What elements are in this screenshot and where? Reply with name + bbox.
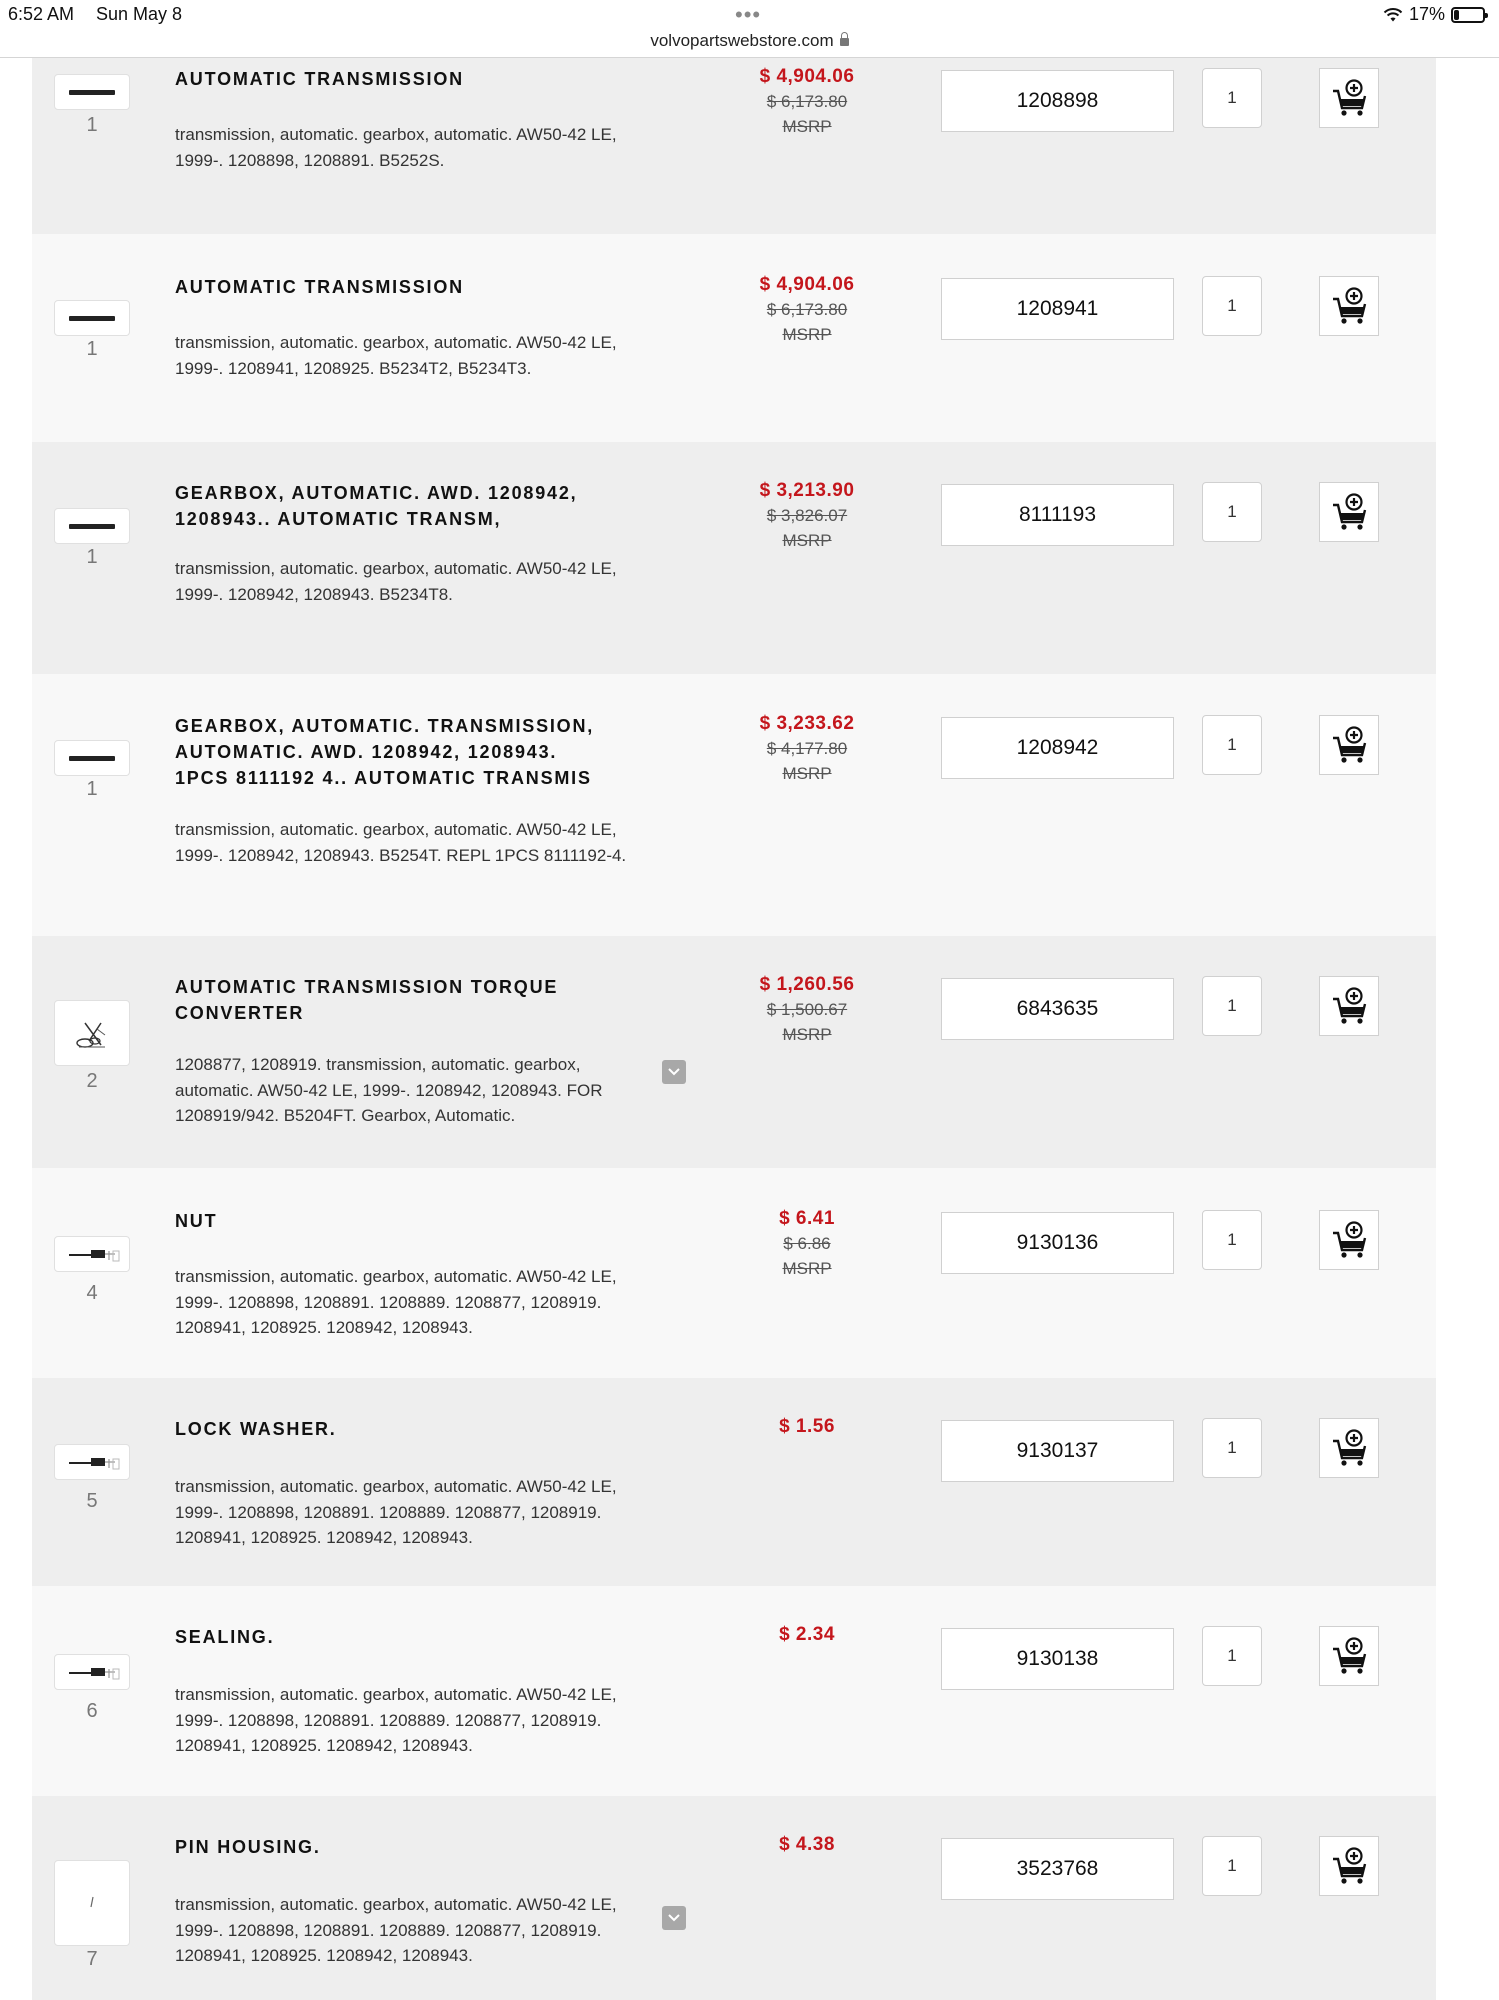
quantity-input[interactable]: 1 — [1202, 1836, 1262, 1896]
chevron-down-icon — [667, 1913, 681, 1923]
diagram-ref-number: 4 — [86, 1282, 98, 1304]
diagram-ref-number: 1 — [86, 338, 98, 360]
part-thumbnail[interactable] — [54, 1654, 130, 1690]
quantity-input[interactable]: 1 — [1202, 482, 1262, 542]
part-thumbnail[interactable] — [54, 1444, 130, 1480]
part-row — [32, 1378, 1436, 1586]
diagram-ref-number: 7 — [86, 1948, 98, 1970]
diagram-ref-number: 1 — [86, 778, 98, 800]
add-to-cart-button[interactable] — [1319, 1418, 1379, 1478]
part-diagram-line — [69, 756, 115, 761]
address-bar[interactable] — [0, 28, 1499, 58]
add-to-cart-button[interactable] — [1319, 976, 1379, 1036]
add-to-cart-icon — [1330, 987, 1370, 1027]
part-number-field[interactable]: 3523768 — [941, 1838, 1174, 1900]
sale-price: $ 4,904.06 — [759, 274, 855, 295]
part-number-field[interactable]: 1208942 — [941, 717, 1174, 779]
part-number-field[interactable]: 8111193 — [941, 484, 1174, 546]
sale-price: $ 1.56 — [779, 1416, 835, 1437]
part-number-field[interactable]: 1208898 — [941, 70, 1174, 132]
msrp-price: $ 4,177.80 — [766, 739, 848, 758]
part-diagram-line — [69, 90, 115, 95]
part-diagram-pin — [55, 1861, 131, 1947]
add-to-cart-button[interactable] — [1319, 1210, 1379, 1270]
sale-price: $ 6.41 — [779, 1208, 835, 1229]
multitasking-dots-icon[interactable]: ••• — [735, 2, 762, 27]
quantity-input[interactable]: 1 — [1202, 1626, 1262, 1686]
diagram-ref-number: 1 — [86, 546, 98, 568]
msrp-label: MSRP — [782, 764, 832, 783]
msrp-price: $ 3,826.07 — [766, 506, 848, 525]
add-to-cart-icon — [1330, 1847, 1370, 1887]
add-to-cart-icon — [1330, 1637, 1370, 1677]
part-title[interactable]: SEALING. — [175, 1627, 275, 1647]
add-to-cart-button[interactable] — [1319, 1836, 1379, 1896]
sale-price: $ 1,260.56 — [759, 974, 855, 995]
part-description: transmission, automatic. gearbox, automatic. AW50-42 LE, 1999-. 1208898, 1208891. B5252S. — [175, 125, 617, 170]
part-diagram-line — [69, 316, 115, 321]
msrp-label: MSRP — [782, 117, 832, 136]
part-description: transmission, automatic. gearbox, automatic. AW50-42 LE, 1999-. 1208942, 1208943. B5254T. REPL 1PCS 8111192-4. — [175, 820, 627, 865]
add-to-cart-button[interactable] — [1319, 276, 1379, 336]
part-title[interactable]: AUTOMATIC TRANSMISSION — [175, 277, 464, 297]
part-description: transmission, automatic. gearbox, automatic. AW50-42 LE, 1999-. 1208898, 1208891. 1208889. 1208877, 1208919. 1208941, 1208925. 1208942, 1208943. — [175, 1477, 617, 1547]
part-row — [32, 58, 1436, 234]
lock-icon — [840, 38, 849, 46]
add-to-cart-button[interactable] — [1319, 68, 1379, 128]
chevron-down-icon — [667, 1067, 681, 1077]
part-diagram-line — [69, 524, 115, 529]
url-display[interactable] — [0, 31, 1499, 51]
quantity-input[interactable]: 1 — [1202, 1210, 1262, 1270]
part-thumbnail[interactable] — [54, 300, 130, 336]
battery-percent: 17% — [1408, 4, 1445, 24]
diagram-ref-number: 6 — [86, 1700, 98, 1722]
part-thumbnail[interactable] — [54, 1236, 130, 1272]
sale-price: $ 4.38 — [779, 1834, 835, 1855]
part-row — [32, 1586, 1436, 1796]
part-description: transmission, automatic. gearbox, automatic. AW50-42 LE, 1999-. 1208942, 1208943. B5234T8. — [175, 559, 617, 604]
add-to-cart-button[interactable] — [1319, 1626, 1379, 1686]
part-title[interactable]: LOCK WASHER. — [175, 1419, 337, 1439]
diagram-ref-number: 2 — [86, 1070, 98, 1092]
part-title[interactable]: GEARBOX, AUTOMATIC. AWD. 1208942, 1208943.. AUTOMATIC TRANSM, — [175, 483, 578, 529]
part-description: transmission, automatic. gearbox, automatic. AW50-42 LE, 1999-. 1208898, 1208891. 1208889. 1208877, 1208919. 1208941, 1208925. 1208942, 1208943. — [175, 1685, 617, 1755]
msrp-label: MSRP — [782, 1025, 832, 1044]
msrp-price: $ 6,173.80 — [766, 300, 848, 319]
wifi-icon — [1383, 7, 1403, 23]
add-to-cart-icon — [1330, 79, 1370, 119]
quantity-input[interactable]: 1 — [1202, 976, 1262, 1036]
add-to-cart-button[interactable] — [1319, 715, 1379, 775]
status-bar — [0, 0, 1499, 30]
part-title[interactable]: AUTOMATIC TRANSMISSION TORQUE CONVERTER — [175, 977, 559, 1023]
part-title[interactable]: PIN HOUSING. — [175, 1837, 321, 1857]
part-row — [32, 442, 1436, 674]
battery-level — [1454, 10, 1459, 20]
part-number-field[interactable]: 9130137 — [941, 1420, 1174, 1482]
part-row — [32, 234, 1436, 442]
add-to-cart-button[interactable] — [1319, 482, 1379, 542]
diagram-ref-number: 5 — [86, 1490, 98, 1512]
part-diagram-sketch — [55, 1001, 131, 1067]
parts-list — [32, 58, 1436, 2000]
status-time: 6:52 AM — [8, 4, 75, 24]
part-description: transmission, automatic. gearbox, automatic. AW50-42 LE, 1999-. 1208898, 1208891. 1208889. 1208877, 1208919. 1208941, 1208925. 1208942, 1208943. — [175, 1267, 617, 1337]
part-diagram-small — [55, 1655, 131, 1691]
sale-price: $ 3,213.90 — [759, 480, 855, 501]
battery-icon — [1451, 7, 1485, 23]
add-to-cart-icon — [1330, 1221, 1370, 1261]
part-thumbnail[interactable] — [54, 1860, 130, 1946]
msrp-label: MSRP — [782, 531, 832, 550]
add-to-cart-icon — [1330, 493, 1370, 533]
part-row — [32, 674, 1436, 936]
part-description: transmission, automatic. gearbox, automatic. AW50-42 LE, 1999-. 1208941, 1208925. B5234T2, B5234T3. — [175, 333, 617, 378]
msrp-price: $ 6,173.80 — [766, 92, 848, 111]
add-to-cart-icon — [1330, 726, 1370, 766]
quantity-input[interactable]: 1 — [1202, 715, 1262, 775]
part-diagram-small — [55, 1445, 131, 1481]
part-number-field[interactable]: 9130136 — [941, 1212, 1174, 1274]
sale-price: $ 2.34 — [779, 1624, 835, 1645]
status-date: Sun May 8 — [96, 4, 183, 24]
url-text: volvopartswebstore.com — [650, 31, 834, 50]
quantity-input[interactable]: 1 — [1202, 276, 1262, 336]
diagram-ref-number: 1 — [86, 114, 98, 136]
add-to-cart-icon — [1330, 1429, 1370, 1469]
part-number-field[interactable]: 6843635 — [941, 978, 1174, 1040]
part-row — [32, 936, 1436, 1168]
msrp-label: MSRP — [782, 325, 832, 344]
msrp-label: MSRP — [782, 1259, 832, 1278]
part-title[interactable]: NUT — [175, 1211, 218, 1231]
expand-description-button[interactable] — [662, 1906, 686, 1930]
part-number-field[interactable]: 9130138 — [941, 1628, 1174, 1690]
part-thumbnail[interactable] — [54, 1000, 130, 1066]
status-indicators — [1383, 4, 1485, 25]
quantity-input[interactable]: 1 — [1202, 1418, 1262, 1478]
sale-price: $ 4,904.06 — [759, 66, 855, 87]
part-description: 1208877, 1208919. transmission, automatic. gearbox, automatic. AW50-42 LE, 1999-. 1208942, 1208943. FOR 1208919/942. B5204FT. Gearbox, Automatic. — [175, 1055, 603, 1125]
part-row — [32, 1168, 1436, 1378]
part-title[interactable]: GEARBOX, AUTOMATIC. TRANSMISSION, AUTOMATIC. AWD. 1208942, 1208943. 1PCS 8111192 4.. AUTOMATIC TRANSMIS — [175, 716, 595, 788]
add-to-cart-icon — [1330, 287, 1370, 327]
part-thumbnail[interactable] — [54, 740, 130, 776]
part-diagram-small — [55, 1237, 131, 1273]
part-title[interactable]: AUTOMATIC TRANSMISSION — [175, 69, 464, 89]
sale-price: $ 3,233.62 — [759, 713, 855, 734]
msrp-price: $ 1,500.67 — [766, 1000, 848, 1019]
part-description: transmission, automatic. gearbox, automatic. AW50-42 LE, 1999-. 1208898, 1208891. 1208889. 1208877, 1208919. 1208941, 1208925. 1208942, 1208943. — [175, 1895, 617, 1965]
quantity-input[interactable]: 1 — [1202, 68, 1262, 128]
part-thumbnail[interactable] — [54, 74, 130, 110]
part-row — [32, 1796, 1436, 2000]
part-number-field[interactable]: 1208941 — [941, 278, 1174, 340]
part-thumbnail[interactable] — [54, 508, 130, 544]
msrp-price: $ 6.86 — [783, 1234, 831, 1253]
expand-description-button[interactable] — [662, 1060, 686, 1084]
